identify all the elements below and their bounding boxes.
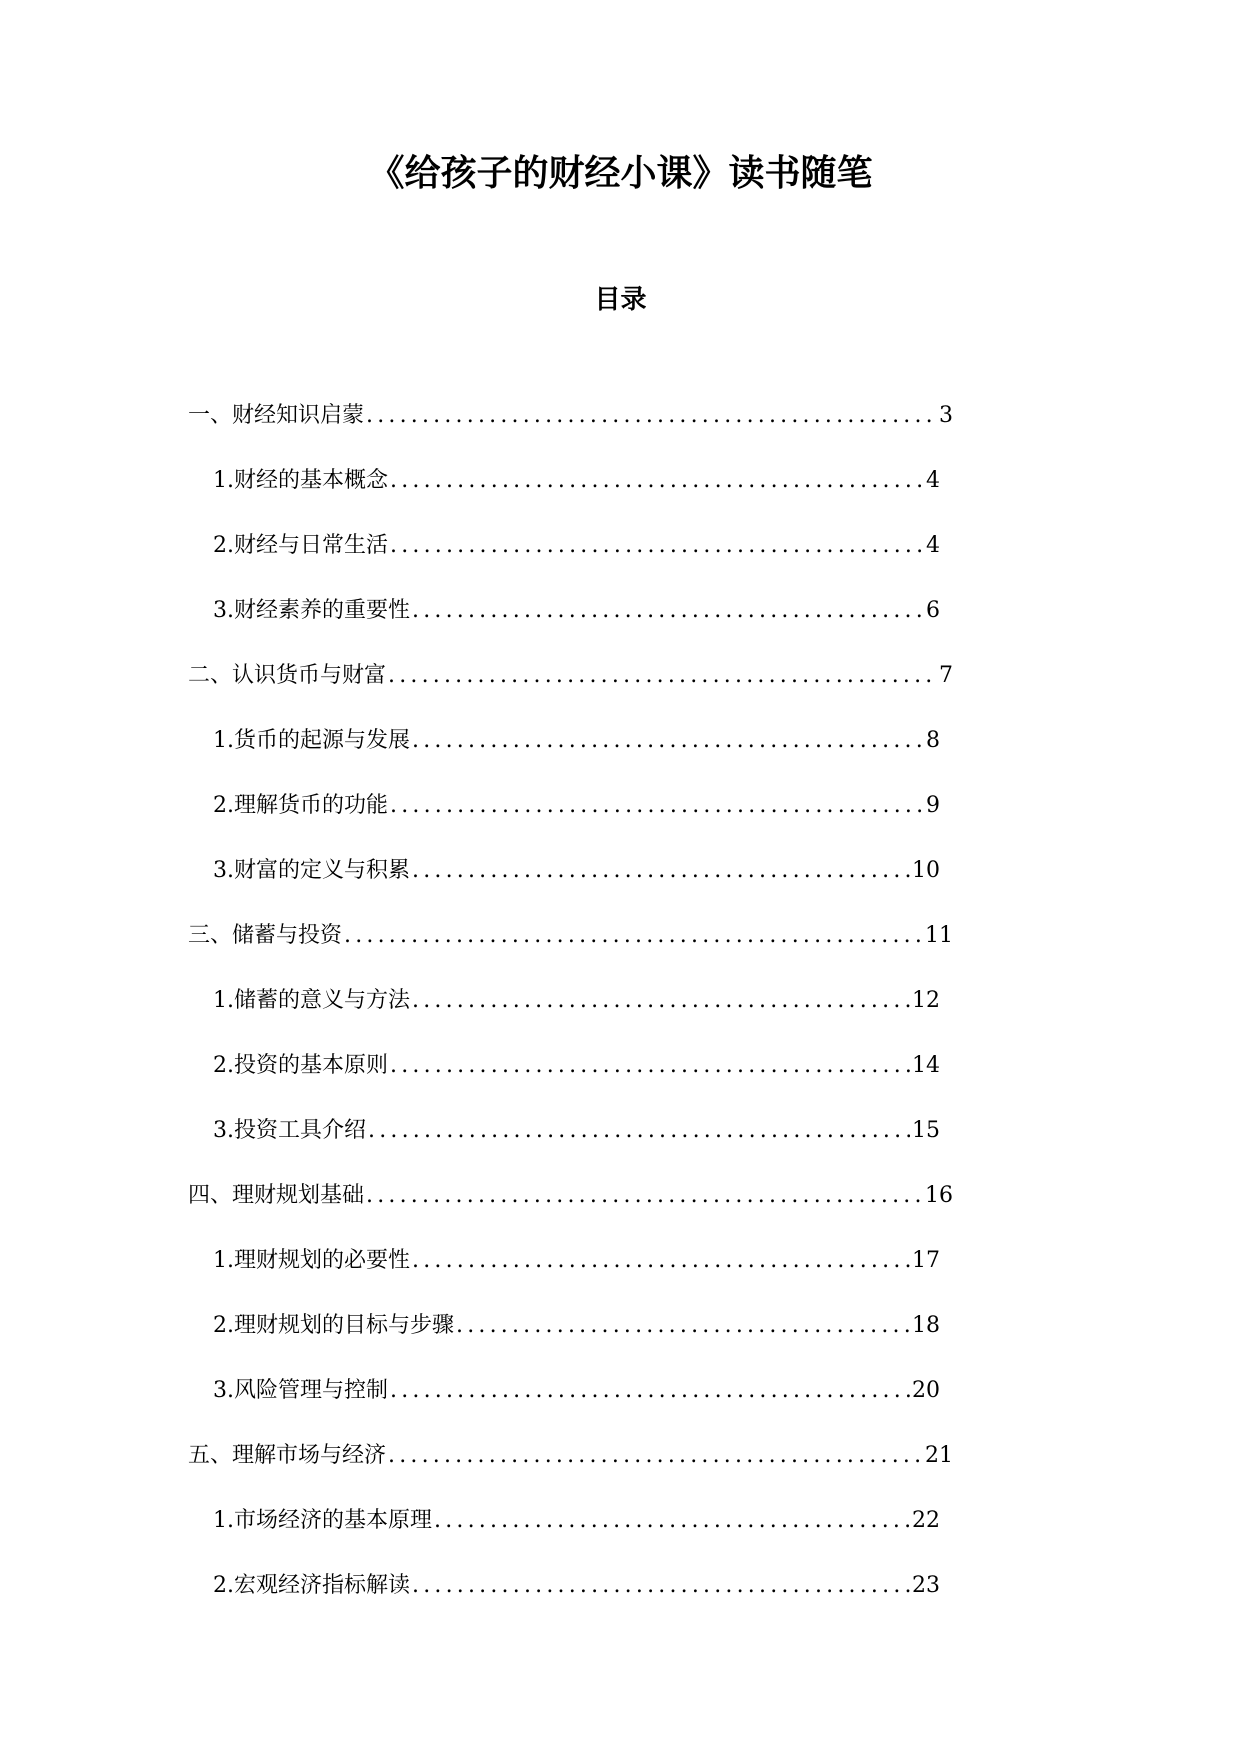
toc-entry-subsection[interactable] [0,1228,940,1293]
dot-leader [388,661,937,691]
toc-entry-label: 储蓄的意义与方法 [234,987,411,1013]
toc-entry-label: 货币的起源与发展 [234,727,411,753]
toc-entry-section[interactable] [0,903,953,968]
toc-entry-label: 市场经济的基本原理 [234,1507,433,1533]
dot-leader [366,1181,923,1211]
dot-leader [388,1441,923,1471]
toc-entry-label: 二、认识货币与财富 [188,662,387,688]
toc-entry-label: 理解货币的功能 [234,792,389,818]
toc-page-number: 14 [912,1052,940,1078]
toc-page-number: 6 [926,597,940,623]
toc-entry-number: 1. [213,1507,234,1533]
toc-page-number: 16 [925,1182,953,1208]
dot-leader [390,1376,910,1406]
toc-entry-subsection[interactable] [0,1488,940,1553]
toc-entry-subsection[interactable] [0,1033,940,1098]
toc-entry-label: 投资的基本原则 [234,1052,389,1078]
toc-entry-number: 1. [213,1247,234,1273]
toc-page-number: 12 [912,987,940,1013]
dot-leader [390,791,924,821]
toc-entry-number: 1. [213,727,234,753]
toc-page-number: 7 [939,662,953,688]
dot-leader [390,531,924,561]
toc-entry-label: 财经与日常生活 [234,532,389,558]
toc-entry-subsection[interactable] [0,448,940,513]
toc-entry-section[interactable] [0,383,953,448]
dot-leader [390,1051,910,1081]
toc-entry-label: 财富的定义与积累 [234,857,411,883]
toc-page-number: 4 [926,467,940,493]
toc-entry-number: 2. [213,792,234,818]
toc-heading: 目录 [594,285,647,315]
dot-leader [412,596,924,626]
toc-page-number: 10 [912,857,940,883]
dot-leader [412,856,910,886]
toc-page-number: 22 [912,1507,940,1533]
dot-leader [412,1246,910,1276]
toc-entry-subsection[interactable] [0,513,940,578]
toc-entry-subsection[interactable] [0,578,940,643]
toc-entry-section[interactable] [0,643,953,708]
toc-page-number: 15 [912,1117,940,1143]
toc-entry-number: 2. [213,1312,234,1338]
toc-entry-label: 三、储蓄与投资 [188,922,343,948]
toc-entry-subsection[interactable] [0,968,940,1033]
dot-leader [412,726,924,756]
toc-page-number: 3 [939,402,953,428]
toc-entry-number: 3. [213,1377,234,1403]
toc-entry-number: 2. [213,532,234,558]
toc-entry-section[interactable] [0,1423,953,1488]
toc-page-number: 20 [912,1377,940,1403]
toc-page-number: 8 [926,727,940,753]
toc-entry-number: 2. [213,1052,234,1078]
toc-entry-subsection[interactable] [0,1098,940,1163]
toc-entry-label: 五、理解市场与经济 [188,1442,387,1468]
toc-entry-subsection[interactable] [0,773,940,838]
toc-page-number: 21 [925,1442,953,1468]
toc-entry-section[interactable] [0,1163,953,1228]
toc-entry-subsection[interactable] [0,1358,940,1423]
toc-entry-number: 3. [213,1117,234,1143]
toc-entry-subsection[interactable] [0,838,940,903]
dot-leader [456,1311,910,1341]
dot-leader [344,921,923,951]
toc-entry-subsection[interactable] [0,1553,940,1618]
toc-entry-label: 理财规划的目标与步骤 [234,1312,455,1338]
table-of-contents [0,383,1241,1618]
dot-leader [368,1116,910,1146]
toc-page-number: 9 [926,792,940,818]
toc-entry-label: 四、理财规划基础 [188,1182,365,1208]
toc-entry-number: 3. [213,597,234,623]
toc-page-number: 17 [912,1247,940,1273]
dot-leader [390,466,924,496]
toc-entry-number: 2. [213,1572,234,1598]
toc-entry-number: 3. [213,857,234,883]
toc-entry-label: 理财规划的必要性 [234,1247,411,1273]
toc-entry-subsection[interactable] [0,708,940,773]
toc-entry-number: 1. [213,987,234,1013]
toc-entry-number: 1. [213,467,234,493]
document-title: 《给孩子的财经小课》读书随笔 [368,153,873,194]
toc-entry-subsection[interactable] [0,1293,940,1358]
toc-page-number: 4 [926,532,940,558]
toc-entry-label: 投资工具介绍 [234,1117,367,1143]
toc-page-number: 23 [912,1572,940,1598]
toc-entry-label: 一、财经知识启蒙 [188,402,365,428]
dot-leader [434,1506,910,1536]
toc-page-number: 18 [912,1312,940,1338]
toc-entry-label: 财经的基本概念 [234,467,389,493]
toc-entry-label: 风险管理与控制 [234,1377,389,1403]
dot-leader [366,401,937,431]
toc-page-number: 11 [925,922,953,948]
toc-entry-label: 财经素养的重要性 [234,597,411,623]
toc-entry-label: 宏观经济指标解读 [234,1572,411,1598]
dot-leader [412,1571,910,1601]
dot-leader [412,986,910,1016]
